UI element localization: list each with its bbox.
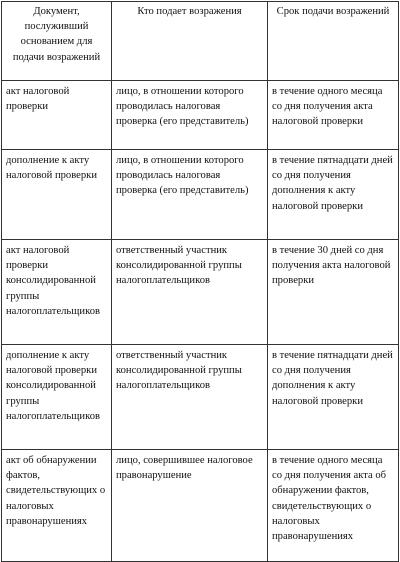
cell-document xyxy=(2,345,112,450)
cell-who-files-text: ответственный участник консолидированной группы налогоплательщиков xyxy=(116,350,242,392)
cell-who-files xyxy=(112,240,268,345)
table-header-row xyxy=(2,2,399,81)
cell-document xyxy=(2,450,112,562)
cell-who-files-text: лицо, в отношении которого проводилась налоговая проверка (его представитель) xyxy=(116,155,249,197)
cell-who-files-text: лицо, совершившее налоговое правонарушение xyxy=(116,455,253,482)
objections-table xyxy=(1,1,399,562)
cell-document xyxy=(2,81,112,150)
cell-who-files-text: лицо, в отношении которого проводилась налоговая проверка (его представитель) xyxy=(116,86,249,128)
objections-table-container xyxy=(1,1,398,562)
cell-deadline-text: в течение пятнадцати дней со дня получения дополнения к акту налоговой проверки xyxy=(272,350,393,407)
table-row xyxy=(2,81,399,150)
cell-deadline-text: в течение одного месяца со дня получения акта об обнаружении фактов, свидетельствующих о налоговых правонарушениях xyxy=(272,455,387,543)
cell-document-text: акт об обнаружении фактов, свидетельствующих о налоговых правонарушениях xyxy=(6,455,106,527)
cell-who-files xyxy=(112,81,268,150)
cell-deadline xyxy=(268,240,399,345)
cell-document-text: дополнение к акту налоговой проверки консолидированной группы налогоплательщиков xyxy=(6,350,100,422)
cell-who-files-text: ответственный участник консолидированной группы налогоплательщиков xyxy=(116,245,242,287)
cell-deadline-text: в течение одного месяца со дня получения акта налоговой проверки xyxy=(272,86,383,128)
cell-who-files xyxy=(112,450,268,562)
header-who-files: Кто подает возражения xyxy=(112,2,268,81)
header-deadline: Срок подачи возражений xyxy=(268,2,399,81)
cell-who-files xyxy=(112,150,268,240)
table-row xyxy=(2,240,399,345)
cell-deadline xyxy=(268,450,399,562)
table-row xyxy=(2,150,399,240)
table-row xyxy=(2,450,399,562)
cell-deadline xyxy=(268,345,399,450)
cell-document-text: акт налоговой проверки xyxy=(6,86,70,113)
cell-deadline xyxy=(268,81,399,150)
cell-deadline xyxy=(268,150,399,240)
cell-document xyxy=(2,150,112,240)
cell-deadline-text: в течение 30 дней со дня получения акта налоговой проверки xyxy=(272,245,391,287)
cell-who-files xyxy=(112,345,268,450)
header-document: Документ, послуживший основанием для подачи возражений xyxy=(2,2,112,81)
cell-deadline-text: в течение пятнадцати дней со дня получения дополнения к акту налоговой проверки xyxy=(272,155,393,212)
cell-document-text: акт налоговой проверки консолидированной группы налогоплательщиков xyxy=(6,245,100,317)
cell-document-text: дополнение к акту налоговой проверки xyxy=(6,155,97,182)
table-row xyxy=(2,345,399,450)
cell-document xyxy=(2,240,112,345)
